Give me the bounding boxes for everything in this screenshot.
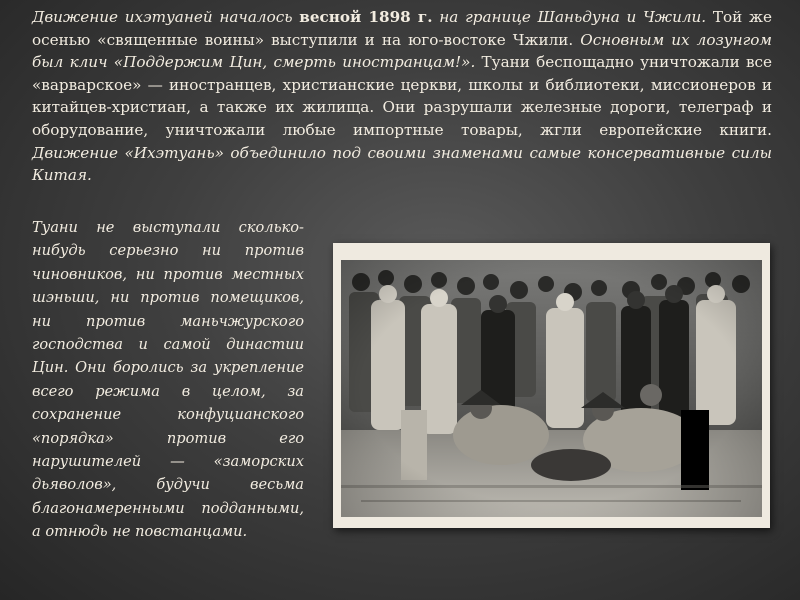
top-sentence-4: Туани беспощадно уничтожали все «варварское» — иностранцев, христианские церкви, школы и библиотеки, миссионеров и китайцев-христиан, а также их жилища. Они разрушали железные дороги, телеграф и оборудование, уничтожали любые импортные товары, жгли европейские книги. [32, 53, 772, 139]
historical-photo-frame [333, 243, 770, 528]
left-paragraph: Туани не выступали сколько-нибудь серьезно ни против чиновников, ни против местных шэньши, ни против помещиков, ни против маньчжурского господства и самой династии Цин. Они боролись за укрепление всего режима в целом, за сохранение конфуцианского «порядка» против его нарушителей — «заморских дьяволов», будучи весьма благонамеренными подданными, а отнюдь не повстанцами. [32, 219, 304, 541]
historical-photo [341, 260, 762, 517]
top-sentence-1: Движение ихэтуаней началось [32, 8, 300, 26]
top-paragraph [32, 6, 772, 187]
top-sentence-5: Движение «Ихэтуань» объединило под своими знаменами самые консервативные силы Китая. [32, 143, 772, 185]
top-sentence-1-tail: на границе Шаньдуна и Чжили. [432, 8, 707, 26]
boxer-execution-photo [341, 260, 762, 517]
top-sentence-3: Основным их лозунгом был клич «Поддержим Цин, смерть иностранцам!». [32, 30, 772, 72]
top-date-bold: весной 1898 г. [299, 8, 433, 26]
top-sentence-2: Той же осенью «священные воины» выступили и на юго-востоке Чжили. [32, 8, 772, 49]
